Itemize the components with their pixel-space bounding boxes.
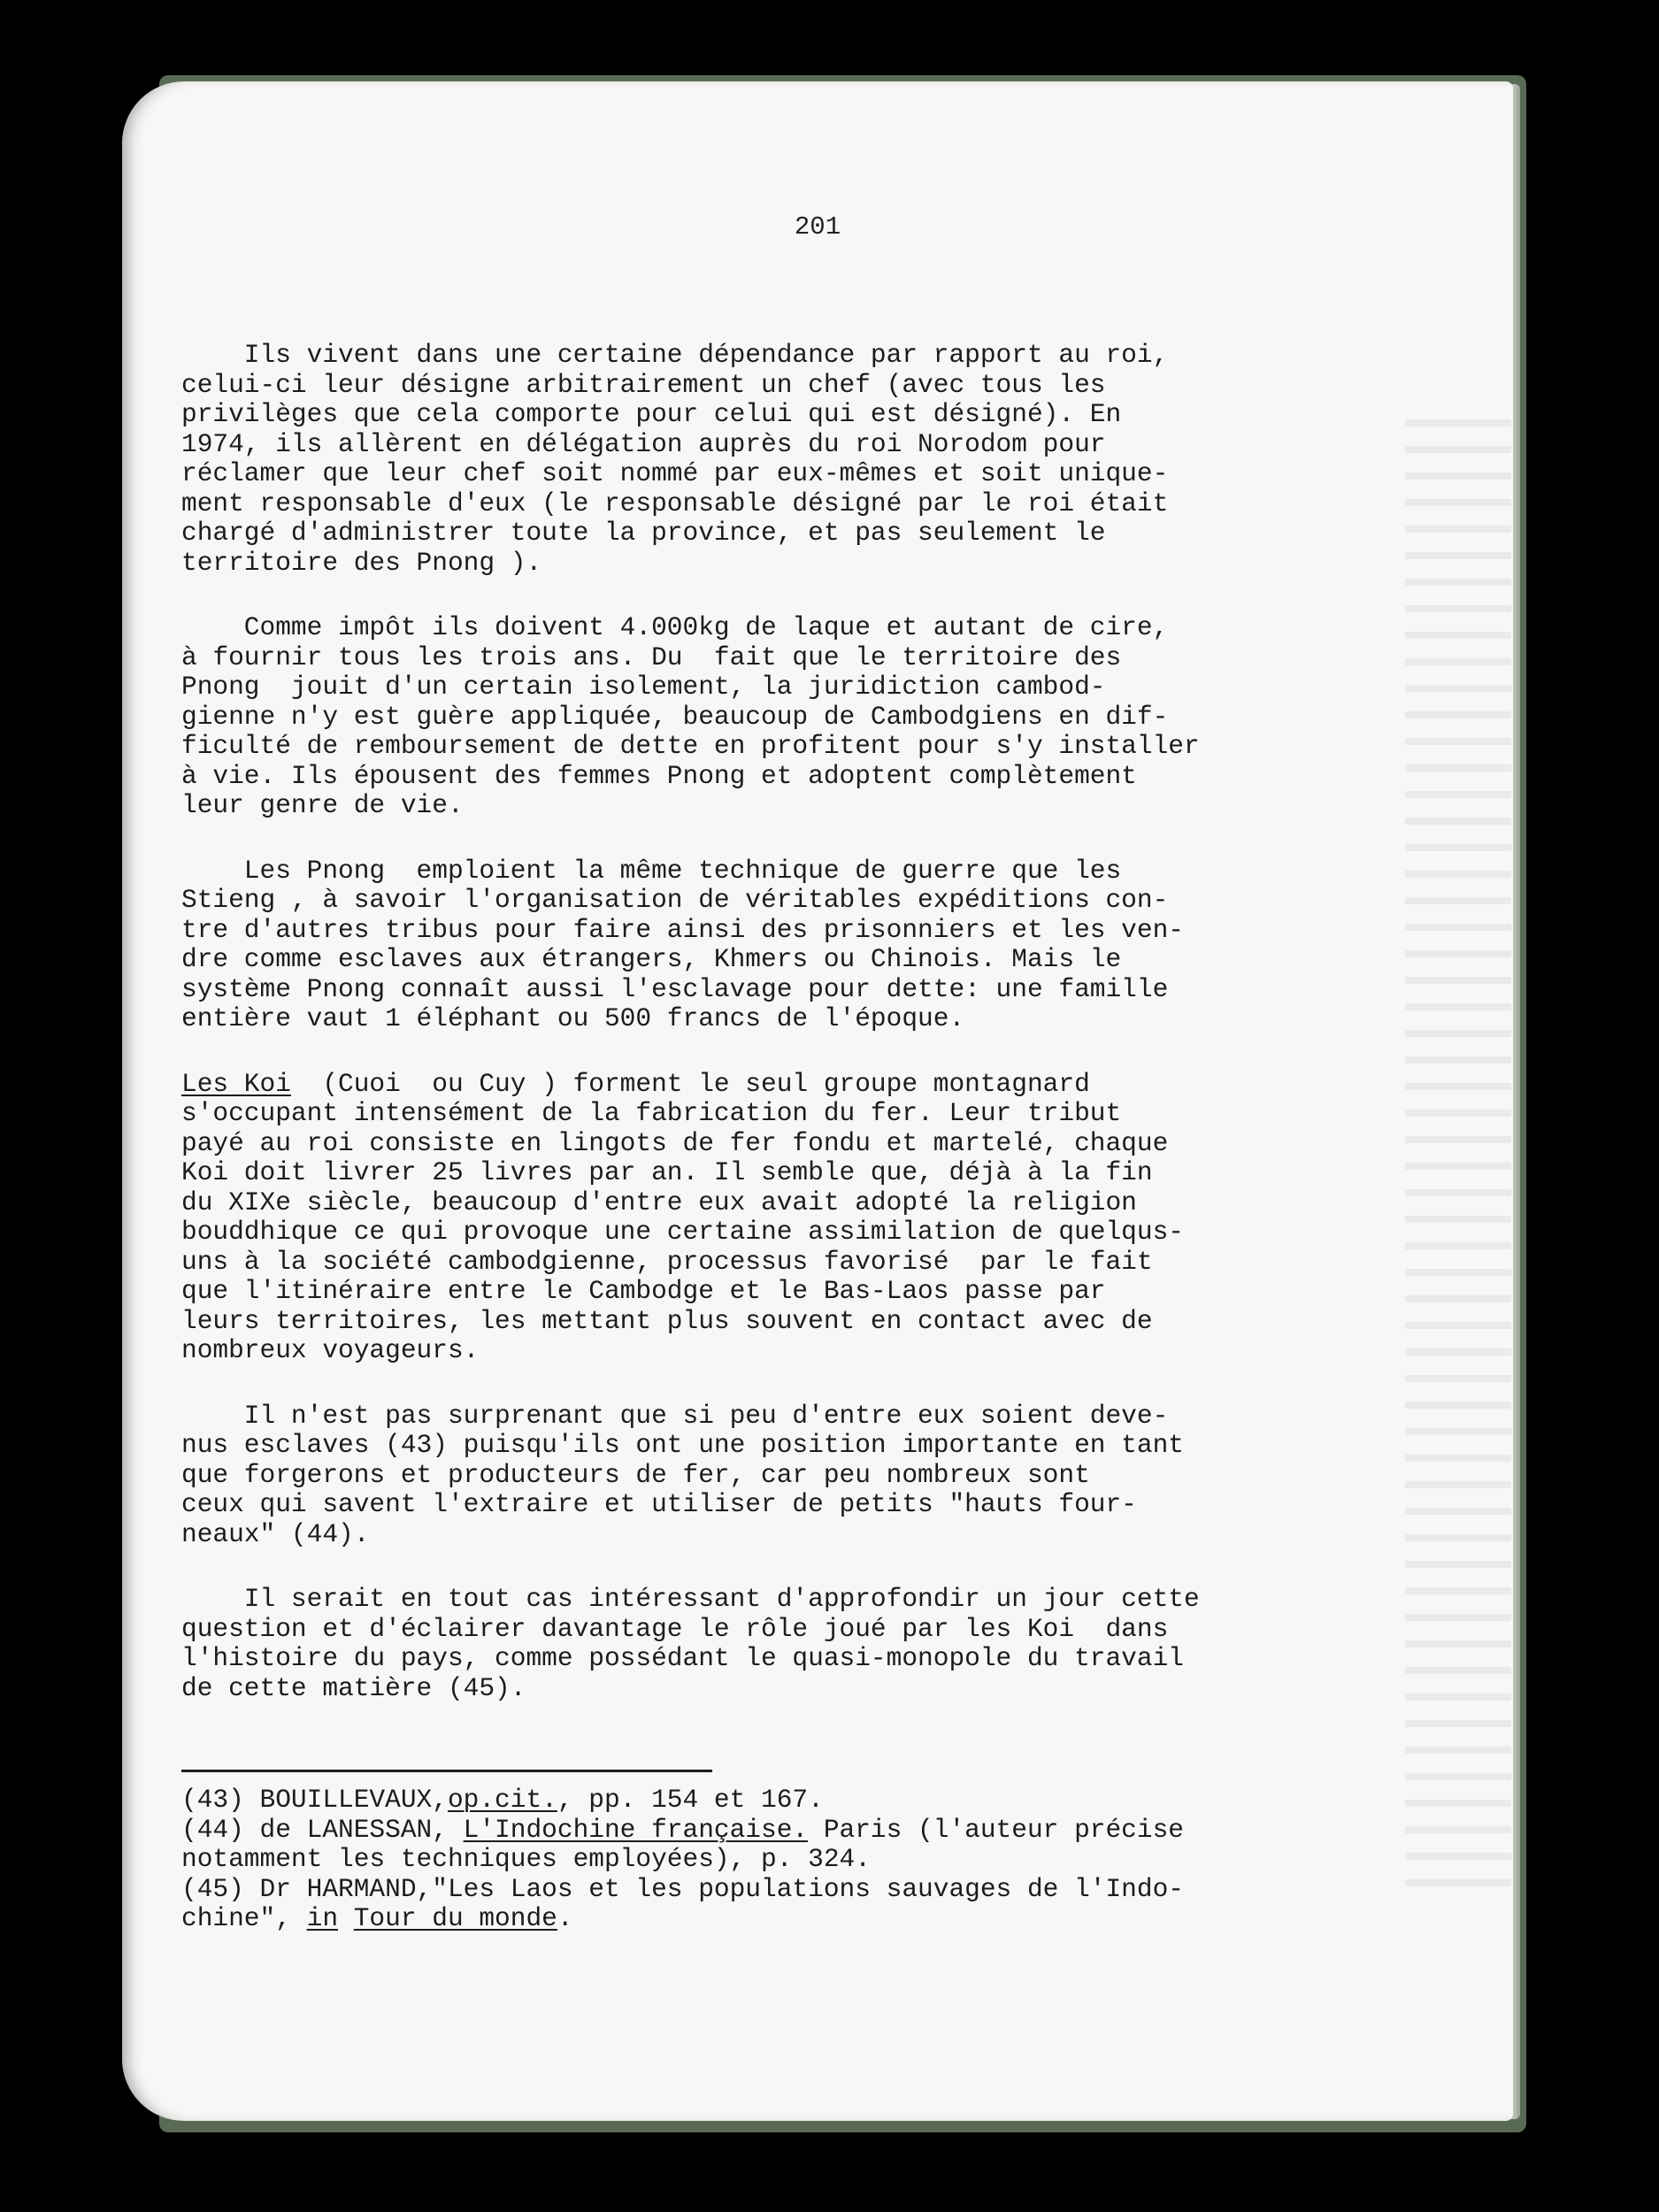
paragraph-koi: [181, 1070, 1367, 1366]
text-line: Stieng , à savoir l'organisation de véritables expéditions con-: [181, 885, 1169, 915]
text-line: ficulté de remboursement de dette en profitent pour s'y installer: [181, 731, 1200, 761]
footnote-text: (44) de LANESSAN,: [181, 1814, 464, 1845]
text-line: à vie. Ils épousent des femmes Pnong et adoptent complètement: [181, 760, 1137, 791]
text-line: leur genre de vie.: [181, 790, 464, 820]
text-line: Pnong jouit d'un certain isolement, la juridiction cambod-: [181, 672, 1106, 702]
text-line: entière vaut 1 éléphant ou 500 francs de l'époque.: [181, 1003, 965, 1033]
paragraph-guerre: [181, 856, 1367, 1034]
paragraph-conclusion: [181, 1585, 1367, 1703]
show-through-texture: [1405, 400, 1511, 1904]
footnote-44: [181, 1816, 1367, 1875]
text-line: 1974, ils allèrent en délégation auprès du roi Norodom pour: [181, 428, 1106, 459]
page-number: 201: [794, 212, 841, 242]
footnotes: [181, 1786, 1367, 1934]
text-line: chargé d'administrer toute la province, et pas seulement le: [181, 518, 1106, 548]
text-line: Comme impôt ils doivent 4.000kg de laque et autant de cire,: [181, 612, 1169, 642]
footnote-citation: L'Indochine française.: [463, 1814, 809, 1845]
text-line: ceux qui savent l'extraire et utiliser de petits "hauts four-: [181, 1489, 1137, 1519]
text-line: Il n'est pas surprenant que si peu d'entre eux soient deve-: [181, 1400, 1169, 1431]
footnote-citation: op.cit.: [447, 1785, 557, 1815]
text-line: dre comme esclaves aux étrangers, Khmers ou Chinois. Mais le: [181, 944, 1122, 974]
footnote-text: .: [557, 1903, 573, 1933]
footnote-text: notamment les techniques employées), p. 324.: [181, 1844, 871, 1874]
text-line: gienne n'y est guère appliquée, beaucoup de Cambodgiens en dif-: [181, 701, 1169, 732]
footnote-citation: Tour du monde: [353, 1903, 557, 1933]
footnote-45: [181, 1875, 1367, 1934]
text-line: réclamer que leur chef soit nommé par eux-mêmes et soit unique-: [181, 458, 1169, 488]
footnote-separator: [181, 1770, 712, 1772]
text-line: système Pnong connaît aussi l'esclavage pour dette: une famille: [181, 973, 1169, 1004]
text-line: celui-ci leur désigne arbitrairement un chef (avec tous les: [181, 369, 1106, 400]
text-line: du XIXe siècle, beaucoup d'entre eux avait adopté la religion: [181, 1187, 1137, 1217]
text-line: territoire des Pnong ).: [181, 547, 542, 578]
paragraph-impot: [181, 613, 1367, 821]
text-line: question et d'éclairer davantage le rôle joué par les Koi dans: [181, 1613, 1169, 1644]
text-line: Les Pnong emploient la même technique de guerre que les: [181, 855, 1122, 886]
footnote-text: Paris (l'auteur précise: [808, 1814, 1184, 1845]
footnote-text: (43) BOUILLEVAUX,: [181, 1785, 448, 1815]
footnote-citation: in: [306, 1903, 339, 1933]
text-line: à fournir tous les trois ans. Du fait que le territoire des: [181, 641, 1122, 672]
underlined-term: Les Koi: [181, 1068, 291, 1099]
text-line: Ils vivent dans une certaine dépendance par rapport au roi,: [181, 340, 1169, 370]
text-line: neaux" (44).: [181, 1518, 370, 1549]
paragraph-dependance: [181, 341, 1367, 578]
text-line: (Cuoi ou Cuy ) forment le seul groupe montagnard: [290, 1068, 1090, 1099]
text-line: leurs territoires, les mettant plus souvent en contact avec de: [181, 1305, 1153, 1336]
text-line: nus esclaves (43) puisqu'ils ont une position importante en tant: [181, 1430, 1184, 1460]
text-line: nombreux voyageurs.: [181, 1335, 480, 1365]
text-line: uns à la société cambodgienne, processus favorisé par le fait: [181, 1246, 1153, 1277]
text-line: privilèges que cela comporte pour celui qui est désigné). En: [181, 399, 1122, 429]
footnote-text: (45) Dr HARMAND,"Les Laos et les populations sauvages de l'Indo-: [181, 1873, 1184, 1904]
text-line: payé au roi consiste en lingots de fer fondu et martelé, chaque: [181, 1127, 1169, 1158]
footnote-text: chine",: [181, 1903, 307, 1933]
body-text: [181, 341, 1367, 1739]
footnote-43: [181, 1786, 1367, 1816]
paragraph-esclaves: [181, 1402, 1367, 1550]
text-line: que forgerons et producteurs de fer, car peu nombreux sont: [181, 1459, 1090, 1490]
text-line: bouddhique ce qui provoque une certaine assimilation de quelqus-: [181, 1217, 1184, 1247]
text-line: de cette matière (45).: [181, 1672, 526, 1703]
text-line: ment responsable d'eux (le responsable désigné par le roi était: [181, 488, 1169, 518]
text-line: tre d'autres tribus pour faire ainsi des prisonniers et les ven-: [181, 914, 1184, 945]
text-line: Koi doit livrer 25 livres par an. Il semble que, déjà à la fin: [181, 1157, 1153, 1187]
text-line: que l'itinéraire entre le Cambodge et le Bas-Laos passe par: [181, 1276, 1106, 1306]
text-line: l'histoire du pays, comme possédant le quasi-monopole du travail: [181, 1643, 1184, 1673]
text-line: s'occupant intensément de la fabrication du fer. Leur tribut: [181, 1098, 1122, 1128]
footnote-text: , pp. 154 et 167.: [557, 1785, 824, 1815]
text-line: Il serait en tout cas intéressant d'approfondir un jour cette: [181, 1584, 1200, 1614]
